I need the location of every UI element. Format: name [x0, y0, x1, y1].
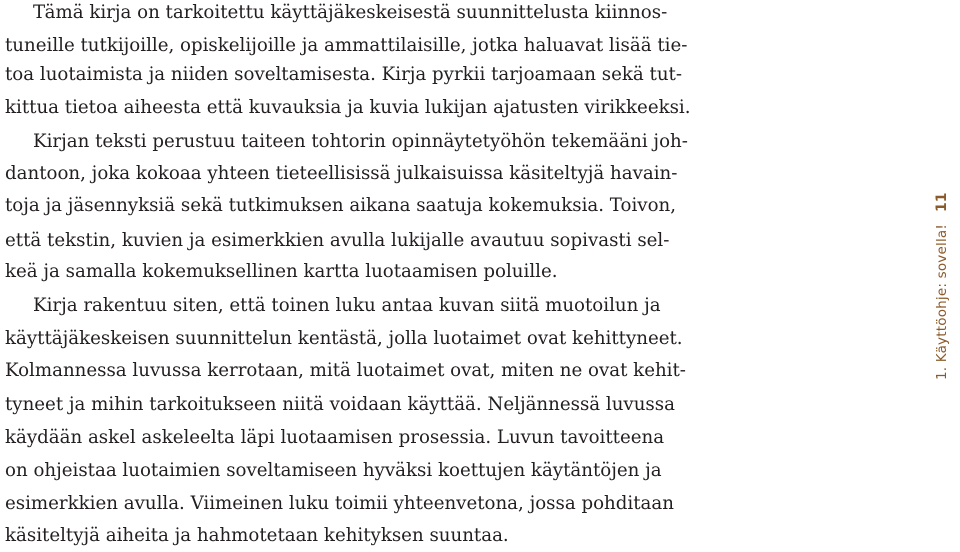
running-head: [912, 20, 956, 380]
text-line: on ohjeistaa luotaimien soveltamiseen hyväksi koettujen käytäntöjen ja: [5, 460, 662, 481]
running-head-rotated: [922, 0, 960, 380]
text-line: käyttäjäkeskeisen suunnittelun kentästä, jolla luotaimet ovat kehittyneet.: [5, 328, 683, 349]
text-line: Kolmannessa luvussa kerrotaan, mitä luotaimet ovat, miten ne ovat kehit-: [5, 360, 686, 381]
chapter-label: 1. Käyttöohje: sovella!: [934, 224, 950, 380]
text-line: dantoon, joka kokoaa yhteen tieteellisissä julkaisuissa käsiteltyjä havain-: [5, 163, 678, 184]
text-line: toa luotaimista ja niiden soveltamisesta. Kirja pyrkii tarjoamaan sekä tut-: [5, 64, 683, 85]
text-line: käsiteltyjä aiheita ja hahmotetaan kehityksen suuntaa.: [5, 525, 509, 546]
text-line: tuneille tutkijoille, opiskelijoille ja ammattilaisille, jotka haluavat lisää tie-: [5, 35, 688, 56]
text-line: keä ja samalla kokemuksellinen kartta luotaamisen poluille.: [5, 261, 558, 282]
text-line: tyneet ja mihin tarkoitukseen niitä voidaan käyttää. Neljännessä luvussa: [5, 394, 675, 415]
text-line: toja ja jäsennyksiä sekä tutkimuksen aikana saatuja kokemuksia. Toivon,: [5, 195, 677, 216]
text-line: Kirja rakentuu siten, että toinen luku antaa kuvan siitä muotoilun ja: [33, 295, 661, 316]
text-line: Tämä kirja on tarkoitettu käyttäjäkeskeisestä suunnittelusta kiinnos-: [33, 2, 668, 23]
text-line: esimerkkien avulla. Viimeinen luku toimii yhteenvetona, jossa pohditaan: [5, 493, 674, 514]
text-line: Kirjan teksti perustuu taiteen tohtorin opinnäytetyöhön tekemääni joh-: [33, 131, 688, 152]
page-number: 11: [934, 192, 950, 213]
text-line: että tekstin, kuvien ja esimerkkien avulla lukijalle avautuu sopivasti sel-: [5, 230, 670, 251]
text-line: käydään askel askeleelta läpi luotaamisen prosessia. Luvun tavoitteena: [5, 427, 665, 448]
text-line: kittua tietoa aiheesta että kuvauksia ja kuvia lukijan ajatusten virikkeeksi.: [5, 97, 691, 118]
